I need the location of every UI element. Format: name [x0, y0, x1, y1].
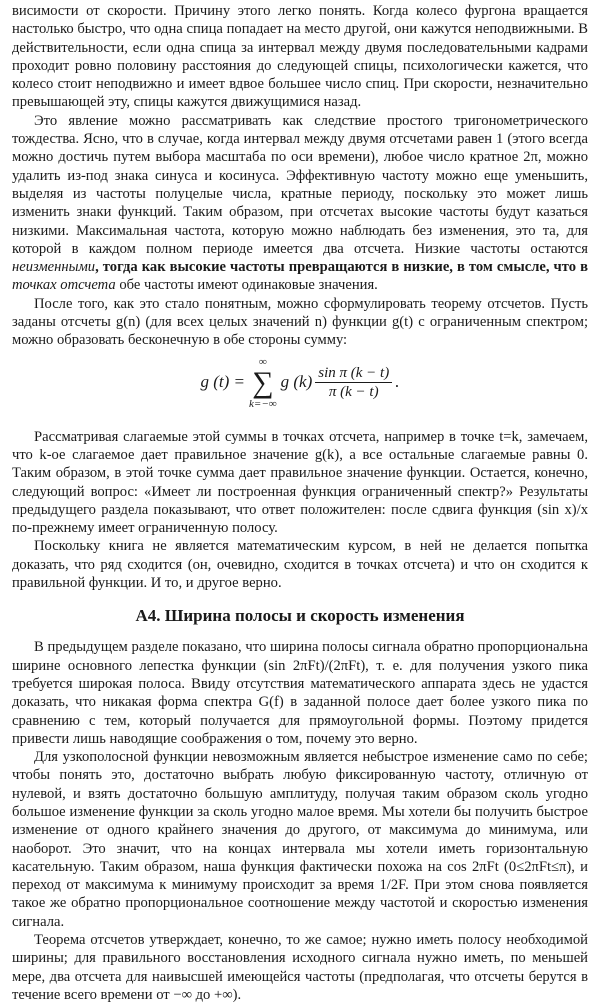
formula-body	[201, 356, 400, 410]
italic-text-run: точках отсчета	[12, 277, 116, 294]
summation-operator	[249, 356, 277, 410]
paragraph-convergence: Поскольку книга не является математическим курсом, в ней не делается попытка доказать, что ряд сходится (он, очевидно, сходится в точках отсчета) и что он сходится к правильной функции. И то, и другое верно.	[12, 538, 588, 592]
sum-upper-limit: ∞	[258, 355, 267, 368]
formula-lhs: g (t) =	[200, 372, 246, 392]
text-run: обе частоты имеют одинаковые значения.	[115, 277, 378, 294]
bold-text-run: , тогда как высокие частоты превращаются в низкие, в том смысле, что в	[95, 259, 588, 276]
italic-text-run: неизменными	[12, 259, 96, 276]
section-heading: А4. Ширина полосы и скорость изменения	[135, 606, 465, 626]
text-run: Это явление можно рассматривать как следствие простого тригонометрического тождества. Ясно, что в случае, когда интервал между двумя отсчетами равен 1 (этого всегда можно достичь путем выбора масштаба по оси времени), любое число кратное 2π, можно удалить из-под знака синуса и косинуса. Эффективную частоту можно еще уменьшить, выделяя из частоты полуцелые числа, кратные периоду, поскольку это может лишь изменить знаки функций. Таким образом, при отсчетах высокие частоты будут казаться низкими. Максимальная частота, которую можно наблюдать без изменения, это та, для которой в каждом полном периоде имеется два отсчета. Низкие частоты остаются	[12, 112, 588, 257]
sampling-formula	[12, 356, 588, 418]
formula-fraction	[315, 364, 392, 401]
formula-end: .	[395, 372, 400, 392]
paragraph-narrowband: Для узкополосной функции невозможным является небыстрое изменение само по себе; чтобы понять это, достаточно выбрать любую фиксированную частоту, отличную от нулевой, и взять достаточно большую амплитуду, получая таким образом сколь угодно большое изменение функции за сколь угодно малое время. Мы хотели бы получить быстрое изменение от одного крайнего значения до другого, от максимума до минимума, или наоборот. Это значит, что на концах интервала мы хотели иметь горизонтальную касательную. Таким образом, наша функция фактически похожа на cos 2πFt (0≤2πFt≤π), и переход от максимума к минимуму происходит за время 1/2F. При этом снова появляется такое же обратно пропорциональное соотношение между частотой и скоростью изменения сигнала.	[12, 749, 588, 930]
paragraph-sampling-theorem: После того, как это стало понятным, можно сформулировать теорему отсчетов. Пусть заданы отсчеты g(n) (для всех целых значений n) функции g(t) с ограниченным спектром; можно образовать бесконечную в обе стороны сумму:	[12, 295, 588, 349]
sum-lower-limit: k=−∞	[249, 397, 277, 410]
paragraph-trig-identity	[12, 112, 588, 295]
fraction-denominator: π (k − t)	[328, 384, 379, 401]
paragraph-sum-terms: Рассматривая слагаемые этой суммы в точках отсчета, например в точке t=k, замечаем, что k-ое слагаемое дает правильное значение g(k), а все остальные слагаемые равны 0. Таким образом, в этой точке сумма дает правильное значение функции. Остается, конечно, следующий вопрос: «Имеет ли построенная функция ограниченный спектр?» Результаты предыдущего раздела показывают, что ответ положителен: после сдвига функция (sin x)/x по-прежнему имеет ограниченную полосу.	[12, 428, 588, 537]
paragraph-bandwidth: В предыдущем разделе показано, что ширина полосы сигнала обратно пропорциональна ширине основного лепестка функции (sin 2πFt)/(2πFt), т. е. для получения узкого пика требуется широкая полоса. Ввиду отсутствия математического аппарата здесь не удастся доказать, что никакая форма спектра G(f) в заданной полосе дает более узкого пика по сравнению с тем, который получается для прямоугольной формы. Поэтому придется привести лишь наводящие соображения о том, почему это верно.	[12, 639, 588, 747]
sum-symbol: ∑	[252, 365, 274, 399]
paragraph-theorem-conclusion: Теорема отсчетов утверждает, конечно, то же самое; нужно иметь полосу необходимой ширины; для правильного восстановления исходного сигнала нужно иметь, по меньшей мере, два отсчета для наивысшей имеющейся частоты (предполагая, что отсчеты берутся в течение всего времени от −∞ до +∞).	[12, 932, 588, 1003]
paragraph-wheel-spokes: висимости от скорости. Причину этого легко понять. Когда колесо фургона вращается настолько быстро, что одна спица попадает на место другой, они кажутся неподвижными. В действительности, если одна спица за интервал между двумя последовательными кадрами проходит ровно половину расстояния до следующей спицы, психологически кажется, что колесо стоит неподвижно и имеет вдвое большее число спиц. При скорости, незначительно превышающей эту, спицы кажутся движущимися назад.	[12, 3, 588, 111]
formula-term: g (k)	[280, 372, 313, 392]
fraction-numerator: sin π (k − t)	[315, 364, 392, 383]
